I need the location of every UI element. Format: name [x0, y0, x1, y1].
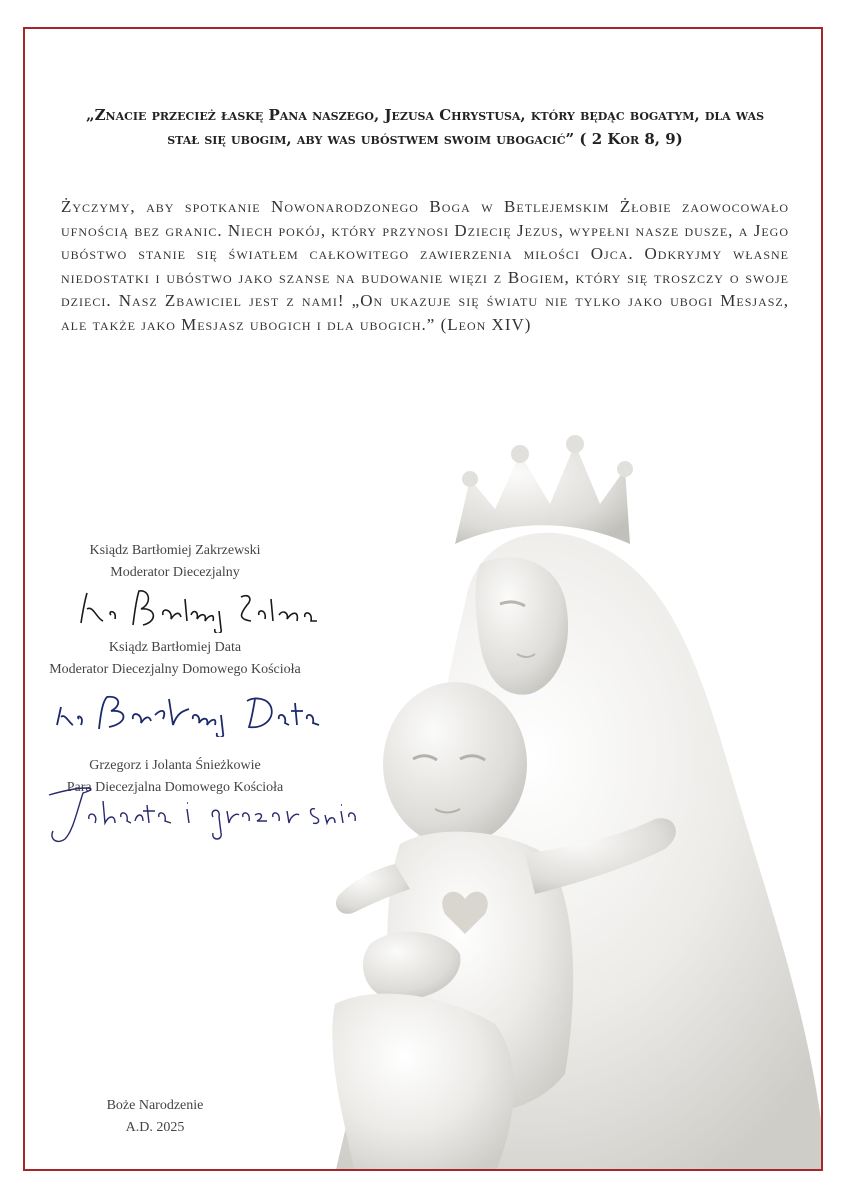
scripture-quote: „Znacie przecież łaskę Pana naszego, Jezusa Chrystusa, który będąc bogatym, dla was stał się ubogim, aby was ubóstwem swoim ubogacić” ( 2 Kor 8, 9)	[85, 106, 765, 148]
signature-zakrzewski	[73, 585, 333, 633]
christmas-wishes: Życzymy, aby spotkanie Nowonarodzonego Boga w Betlejemskim Żłobie zaowocowało ufnością bez granic. Niech pokój, który przynosi Dziecię Jezus, wypełni nasze dusze, a Jego ubóstwo stanie się światłem całkowitego zawierzenia miłości Ojca. Odkryjmy własne niedostatki i ubóstwo jako szanse na budowanie więzi z Bogiem, który się troszczy o swoje dzieci. Nasz Zbawiciel jest z nami! „On ukazuje się światu nie tylko jako ubogi Mesjasz, ale także jako Mesjasz ubogich i dla ubogich.” (Leon XIV)	[61, 197, 790, 334]
signatory-role: Moderator Diecezjalny	[110, 565, 240, 580]
page-frame	[23, 27, 823, 1171]
occasion: Boże Narodzenie	[106, 1098, 204, 1113]
signatory-role: Para Diecezjalna Domowego Kościoła	[66, 780, 284, 795]
signatory-name: Grzegorz i Jolanta Śnieżkowie	[89, 758, 261, 773]
footer	[55, 1095, 255, 1139]
signatory-name: Ksiądz Bartłomiej Zakrzewski	[89, 543, 261, 558]
signature-data	[49, 689, 329, 737]
signatory-role: Moderator Diecezjalny Domowego Kościoła	[49, 662, 301, 677]
madonna-and-child-statue	[295, 424, 823, 1171]
signatory-2	[25, 637, 325, 681]
signatory-1	[25, 540, 325, 584]
year: A.D. 2025	[125, 1120, 185, 1135]
signature-sniezkowie	[43, 781, 363, 851]
signatory-name: Ksiądz Bartłomiej Data	[108, 640, 242, 655]
